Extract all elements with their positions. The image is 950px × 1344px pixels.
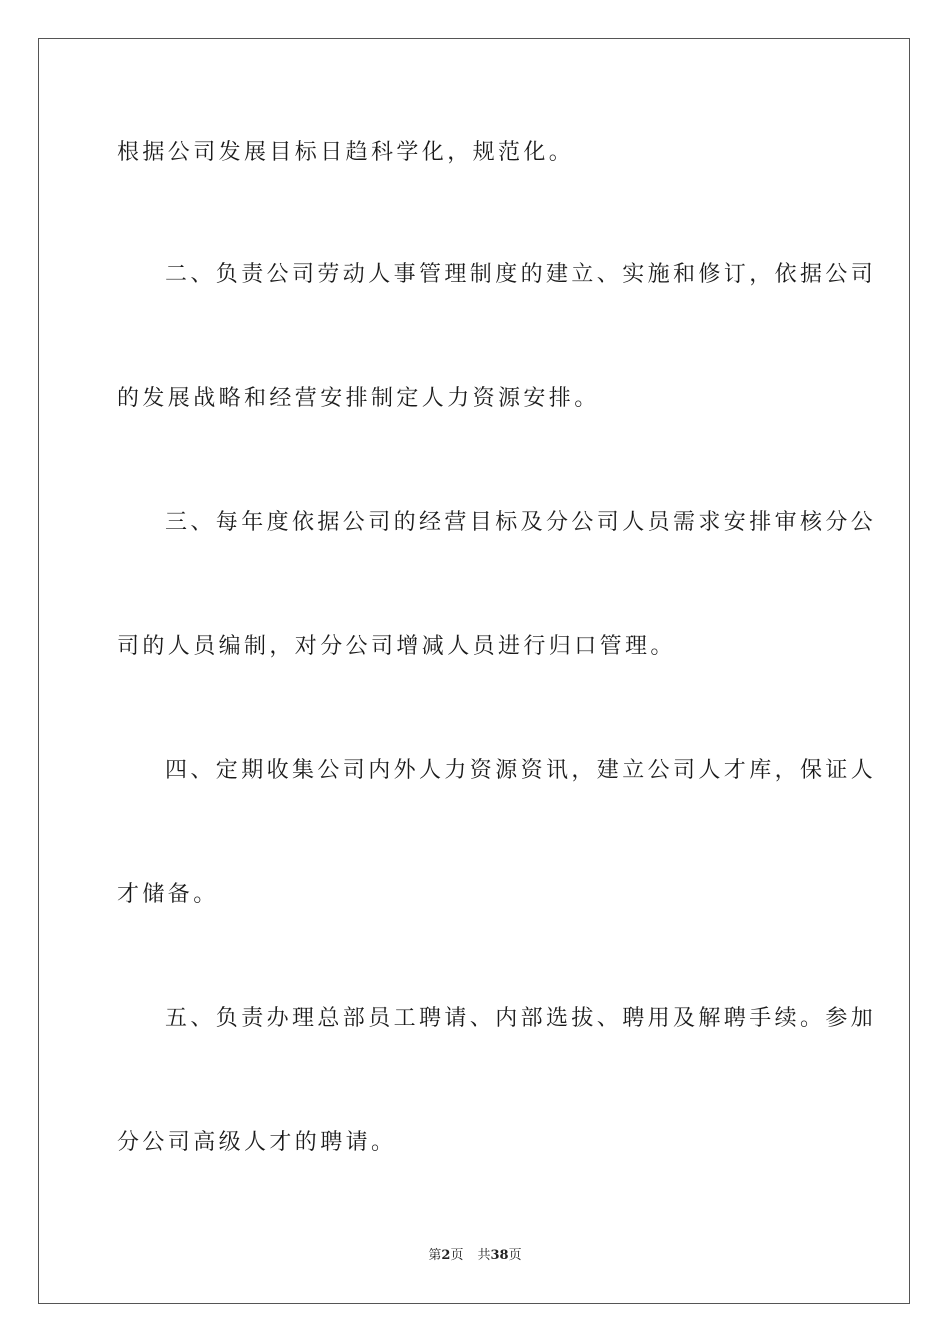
page-footer [0,1248,950,1264]
footer-page-prefix: 第 [428,1248,442,1263]
paragraph-1-line-2: 根据公司发展目标日趋科学化，规范化。 [117,140,575,165]
paragraph-5-line-2: 分公司高级人才的聘请。 [117,1130,397,1155]
footer-page-number: 2 [441,1248,451,1263]
paragraph-4-line-2: 才储备。 [117,882,219,907]
paragraph-4-line-1: 四、定期收集公司内外人力资源资讯，建立公司人才库，保证人 [165,758,877,783]
footer-total-prefix: 共 [477,1248,491,1263]
paragraph-3-line-2: 司的人员编制，对分公司增减人员进行归口管理。 [117,634,676,659]
paragraph-2-line-1: 二、负责公司劳动人事管理制度的建立、实施和修订，依据公司 [165,262,877,287]
paragraph-2-line-2: 的发展战略和经营安排制定人力资源安排。 [117,386,600,411]
paragraph-3-line-1: 三、每年度依据公司的经营目标及分公司人员需求安排审核分公 [165,510,877,535]
footer-total-suffix: 页 [508,1248,522,1263]
footer-page-suffix: 页 [450,1248,464,1263]
paragraph-5-line-1: 五、负责办理总部员工聘请、内部选拔、聘用及解聘手续。参加 [165,1006,877,1031]
page-border [38,38,910,1304]
footer-total-pages: 38 [490,1248,509,1263]
